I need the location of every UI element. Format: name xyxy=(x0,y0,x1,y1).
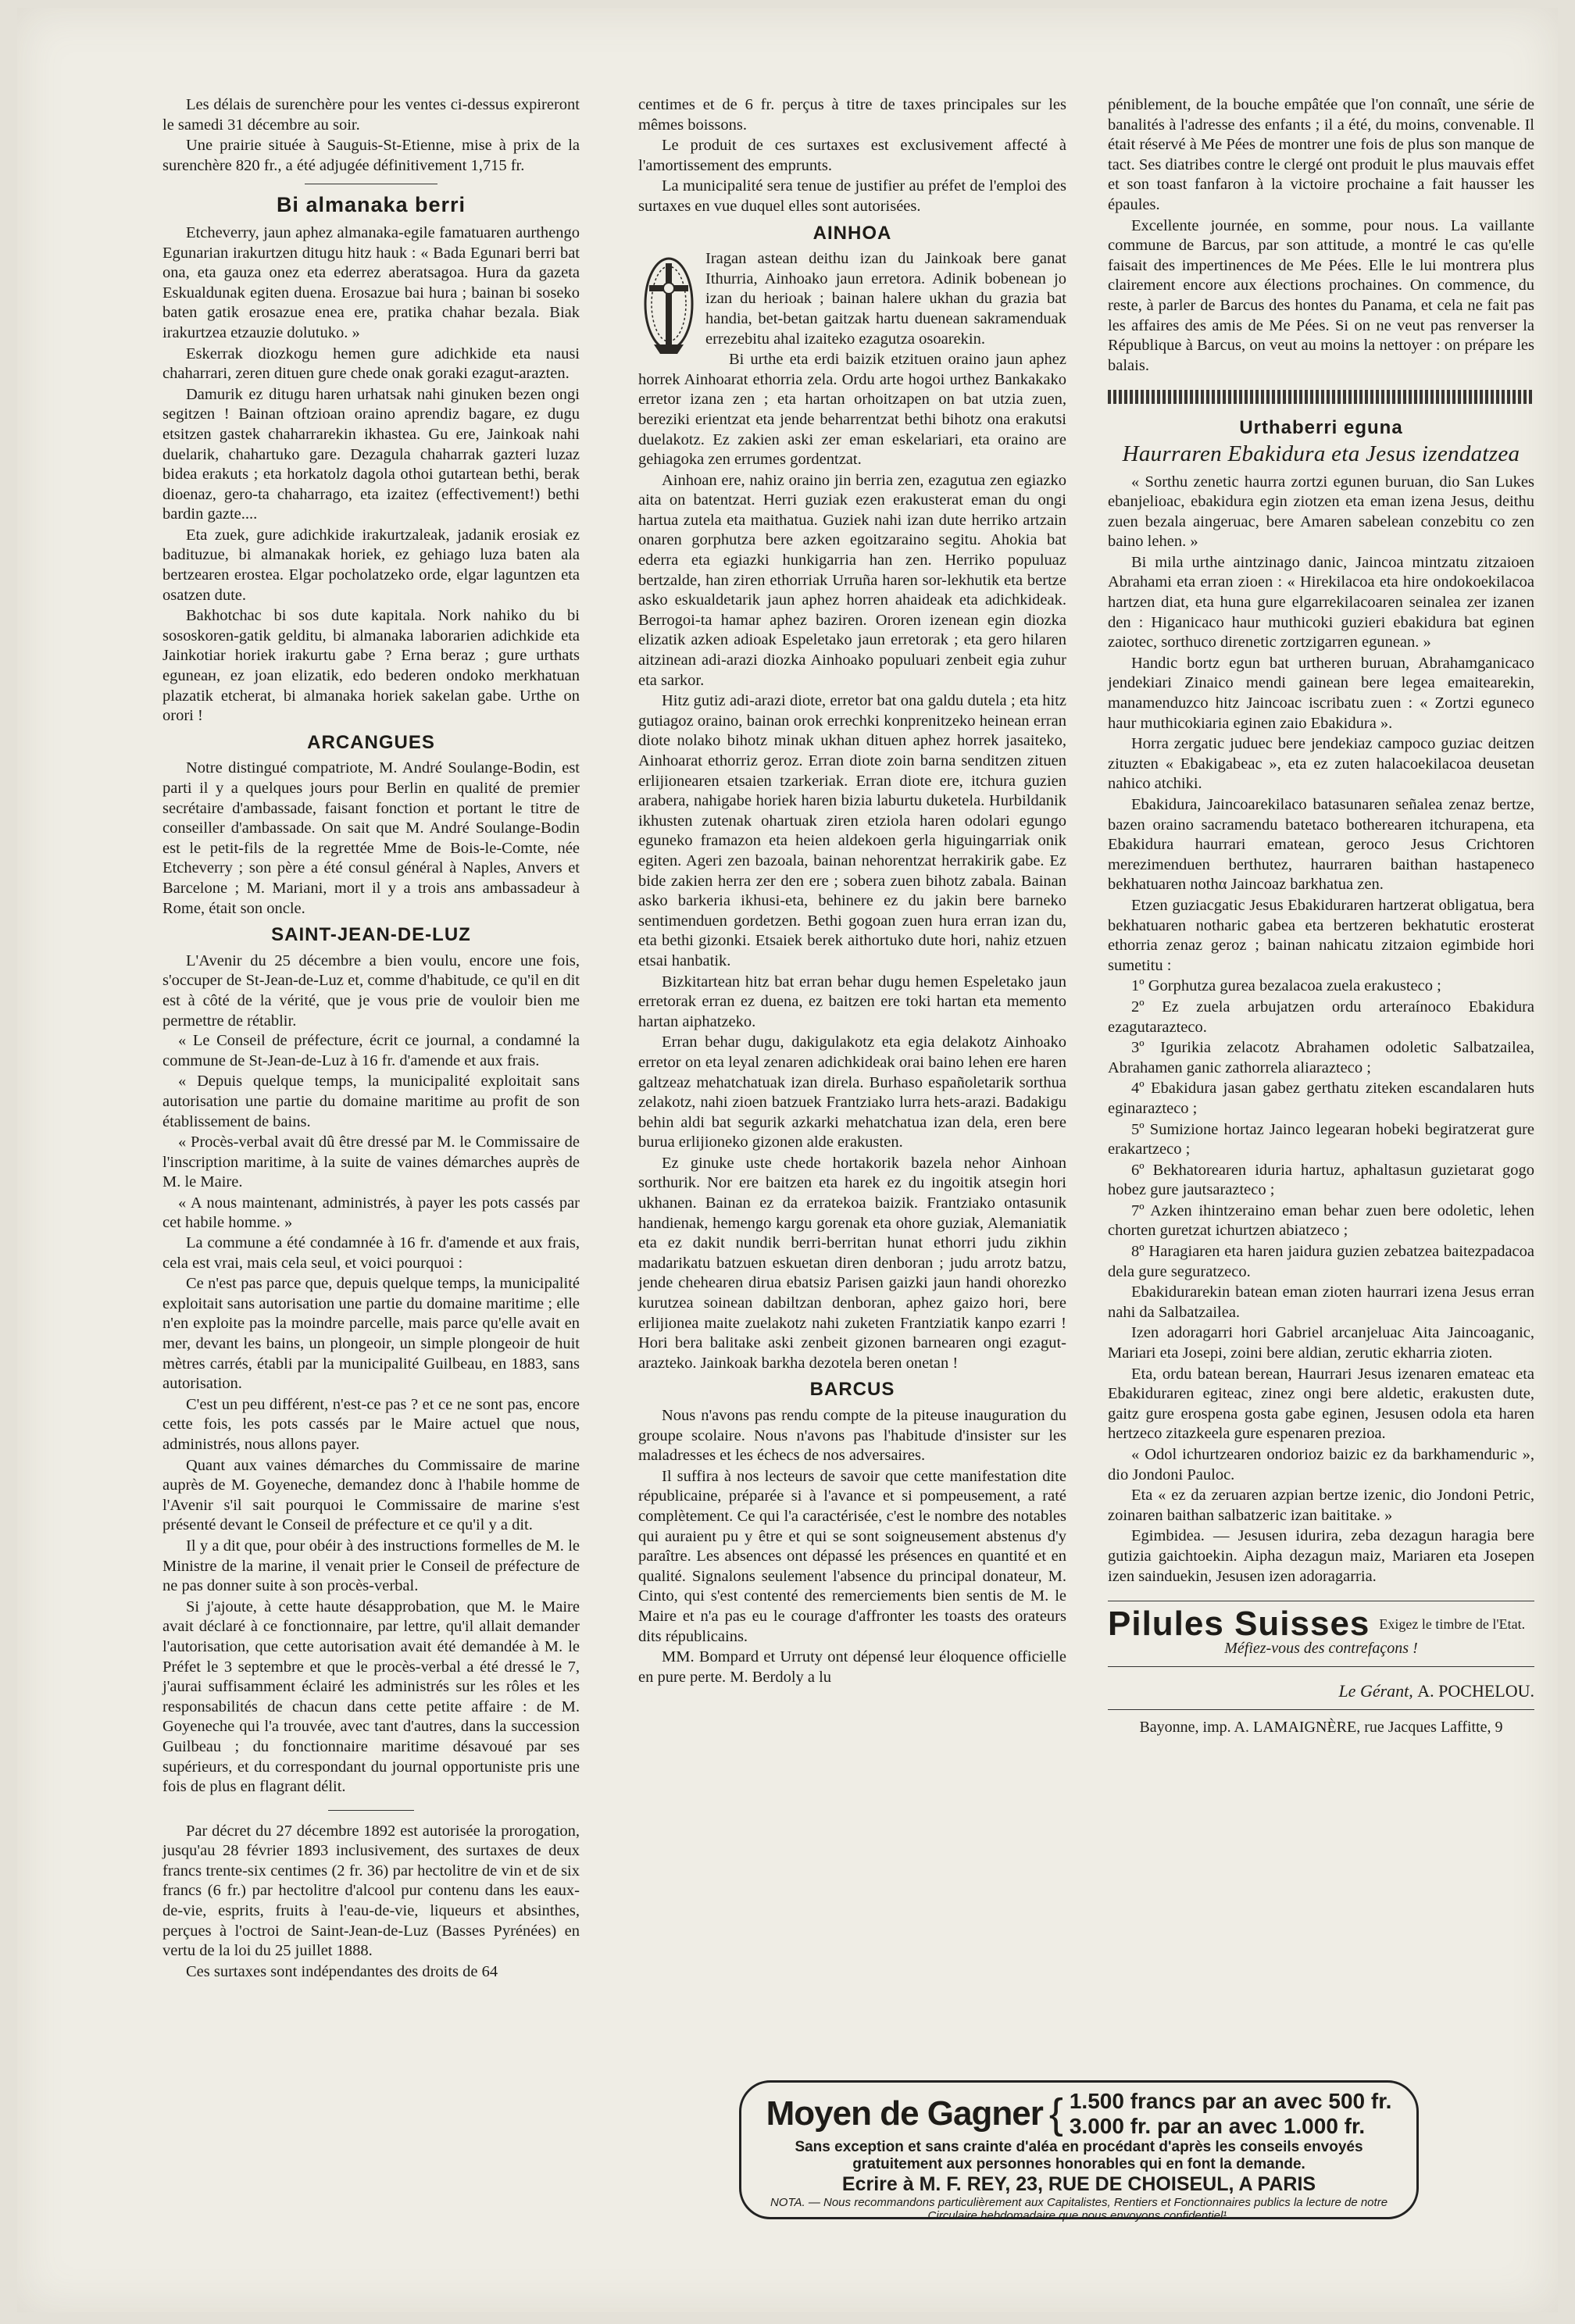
paragraph: Nous n'avons pas rendu compte de la piteuse inauguration du groupe scolaire. Nous n'avons pas l'habitude d'insister sur les maladresses et les échecs de nos adversaires. xyxy=(638,1407,1066,1465)
paragraph: Eta, ordu batean berean, Haurrari Jesus izenaren emateac eta Ebakiduraren egiteac, zinez ongi bere aldetic, erakusten dute, gaitz gure erospena gosta gabe eginen, Jesusen odola eta haren hertzeco zitazkeela gure espenaren prezioa. xyxy=(1108,1365,1534,1443)
pilules-warning: Méfiez-vous des contrefaçons ! xyxy=(1224,1639,1418,1657)
divider xyxy=(328,1810,414,1811)
paragraph: Par décret du 27 décembre 1892 est autorisée la prorogation, jusqu'au 28 février 1893 inclusivement, des surtaxes de deux francs trente-six centimes (2 fr. 36) par hectolitre de vin et de six francs (6 fr.) par hectolitre d'alcool pur contenu dans les eaux-de-vie, esprits, fruits à l'eau-de-vie, liqueurs et absinthes, perçues à l'octroi de Saint-Jean-de-Luz (Basses Pyrénées) en vertu de la loi du 25 juillet 1888. xyxy=(162,1822,580,1960)
ad-brace: { xyxy=(1048,2090,1063,2137)
ad-nota: NOTA. — Nous recommandons particulièrement aux Capitalistes, Rentiers et Fonctionnaires publics la lecture de notre Circulaire hebdomadaire que nous envoyons confidentiel¹. xyxy=(770,2196,1388,2222)
paragraph: La commune a été condamnée à 16 fr. d'amende et aux frais, cela est vrai, mais cela seul, et voici pourquoi : xyxy=(162,1234,580,1272)
section-subtitle: Haurraren Ebakidura eta Jesus izendatzea xyxy=(1122,441,1520,466)
section-title-saint-jean-de-luz: SAINT-JEAN-DE-LUZ xyxy=(271,924,471,946)
quote-line: « Depuis quelque temps, la municipalité exploitait sans autorisation une partie du domaine maritime au profit de son établissement de bains. xyxy=(162,1073,580,1130)
paragraph: Eta « ez da zeruaren azpian bertze izenic, dio Jondoni Petric, zoinaren baithan salbatzeric izan baititake. » xyxy=(1108,1487,1534,1524)
paragraph: Excellente journée, en somme, pour nous. La vaillante commune de Barcus, par son attitude, a montré le cas qu'elle faisait des impertinences de Me Pées. Elle le lui montrera plus clairement encore aux élections prochaines. On commence, du reste, à parler de Barcus des hontes du Panama, et cela ne fait pas les affaires des amis de Me Pées. Si on ne veut pas renverser la République à Barcus, on veut au moins la nettoyer : on prépare les balais. xyxy=(1108,216,1534,374)
section-title-barcus: BARCUS xyxy=(809,1379,895,1401)
ad-header xyxy=(765,2089,1393,2139)
ad-offer-line: 3.000 fr. par an avec 1.000 fr. xyxy=(1069,2114,1366,2138)
paragraph: Ce n'est pas parce que, depuis quelque temps, la municipalité exploitait sans autorisation une partie du domaine maritime ; elle n'en exploite pas la moindre parcelle, mais parce qu'elle avait en mer, devant les bains, un plongeoir, un simple plongeoir de huit mètres carrés, établi par la municipalité Guilbeau, en 1883, sans autorisation. xyxy=(162,1275,580,1393)
gerant-line xyxy=(1108,1681,1534,1701)
section-title-urthaberri: Urthaberri eguna xyxy=(1239,417,1403,439)
ad-offer-line: 1.500 francs par an avec 500 fr. xyxy=(1069,2089,1392,2113)
ad-address: Ecrire à M. F. REY, 23, RUE DE CHOISEUL, A PARIS xyxy=(841,2173,1316,2195)
paragraph: L'Avenir du 25 décembre a bien voulu, encore une fois, s'occuper de St-Jean-de-Luz et, comme d'habitude, ce qu'il en dit est à côté de la vérité, que je vous prie de vouloir bien me permettre de rétablir. xyxy=(162,951,580,1030)
paragraph: Eskerrak diozkogu hemen gure adichkide eta nausi chaharrari, zeren dituen gure chede onak goraki ezagut-arazten. xyxy=(162,344,580,383)
imprint-line: Bayonne, imp. A. LAMAIGNÈRE, rue Jacques Laffitte, 9 xyxy=(1108,1709,1534,1738)
list-item: 8º Haragiaren eta haren jaidura guzien zebatzea baitezpadacoa dela gure seguratzeco. xyxy=(1108,1243,1534,1280)
paragraph: La municipalité sera tenue de justifier au préfet de l'emploi des surtaxes en vue duquel elles sont autorisées. xyxy=(638,177,1066,215)
list-item: 3º Igurikia zelacotz Abrahamen odoletic Salbatzailea, Abrahamen ganic zathorrela aliarazteco ; xyxy=(1108,1039,1534,1076)
paragraph: Bizkitartean hitz bat erran behar dugu hemen Espeletako jaun erretorak erran ez duena, ez baitzen ere toki hartan eta memento hartan aiphatzeko. xyxy=(638,973,1066,1030)
ad-offers xyxy=(1070,2089,1392,2139)
paragraph: Handic bortz egun bat urtheren buruan, Abrahamganicaco jendekiari Zinaico mendi gainean bere legea emaitearekin, manamenduzco hitz Jaincoac iscribatu zuen : « Zortzi eguneco haur muthicokiaria eginen zaio Ebakidura ». xyxy=(1108,654,1534,732)
paragraph: péniblement, de la bouche empâtée que l'on connaît, une série de banalités à l'adresse des enfants ; il a été, du moins, convenable. Il était réservé à Me Pées de montrer une fois de plus son manque de tact. Ses diatribes contre le clergé ont produit le plus mauvais effet et son toast fanfaron à la victoire prochaine a fait hausser les épaules. xyxy=(1108,96,1534,213)
section-title-ainhoa: AINHOA xyxy=(812,222,892,244)
paragraph: centimes et de 6 fr. perçus à titre de taxes principales sur les mêmes boissons. xyxy=(638,96,1066,134)
paragraph: Iragan astean deithu izan du Jainkoak bere ganat Ithurria, Ainhoako jaun erretora. Adinik bobenean jo izan du herioak ; bainan halere ukhan du grazia bat handia, bet-betan gaitzak hartu duenean sakramenduak errezebitu ahal izaiteko ezagutza osoarekin. xyxy=(705,250,1066,348)
quote-line: « A nous maintenant, administrés, à payer les pots cassés par cet habile homme. » xyxy=(162,1194,580,1232)
paragraph: Bakhotchac bi sos dute kapitala. Nork nahiko du bi sososkoren-gatik gelditu, bi almanaka laborarien adichkide eta Jainkotiar horiek irakurtu gabe ? Erna beraz ; gure urthats eguneaн, ez joan elizatik, edo bederen ondoko merkhatuan plazatik etcherat, bi almanaka horiek sakelan gabe. Urthe on orori ! xyxy=(162,607,580,725)
gerant-label: Le Gérant, xyxy=(1338,1681,1413,1701)
paragraph: Etcheverry, jaun aphez almanaka-egile famatuaren aurthengo Egunarian irakurtzen ditugu hitz hauk : « Bada Egunari berri bat ona, eta gauza onez eta ederrez aberatsagoa. Hura da gazeta Eskualdunak egiten duena. Erosazue bai hura ; bainan bi soseko baten gatik erosazue enea ere, pratika chahar bezala. Biak irakurtzea etzauzie dolutuko. » xyxy=(162,223,580,341)
paragraph: Quant aux vaines démarches du Commissaire de marine auprès de M. Goyeneche, demandez donc à l'habile homme de l'Avenir s'il sait pourquoi le Commissaire de marine s'est présenté devant le Conseil de préfecture et ce qu'il y a dit. xyxy=(162,1456,580,1534)
paragraph: MM. Bompard et Urruty ont dépensé leur éloquence officielle en pure perte. M. Berdoly a lu xyxy=(638,1648,1066,1686)
paragraph: Eta zuek, gure adichkide irakurtzaleak, jadanik erosiak ez badituzue, bi almanakak horiek, ez gehiago luza baten ala bertzearen erostea. Elgar pocholatzeko orde, elgar laguntzen eta osatzen dute. xyxy=(162,526,580,604)
paragraph: Bi urthe eta erdi baizik etzituen oraino jaun aphez horrek Ainhoarat ethorria zela. Ordu arte hogoi urthez Bankakako erretor izana zen ; eta hartan orhoitzapen on bat utzia zuen, bereziki erientzat eta jende beharrentzat bethi bihotz ona erakutsi duelakotz. Ez zakien aski zer eman eskelariari, eta oraino are gehiagoka zen errumes gordentzat. xyxy=(638,351,1066,469)
paragraph: Le produit de ces surtaxes est exclusivement affecté à l'amortissement des emprunts. xyxy=(638,137,1066,174)
pilules-ad xyxy=(1108,1605,1534,1644)
paragraph: Si j'ajoute, à cette haute désapprobation, que M. le Maire avait déclaré à ce fonctionnaire, par lettre, qu'il allait demander l'autorisation, que cette autorisation avait été demandée à M. le Préfet le 3 septembre et que le procès-verbal a été dressé le 7, j'aurai suffisamment éclairé les administrés sur les rôles et les responsabilités de chacun dans cette petite affaire : de M. Goyeneche qui l'a trouvée, avec tant d'autres, dans la succession Guilbeau ; du fonctionnaire maritime désavoué par ses supérieurs, et du correspondant du journal opportuniste pris une fois de plus en flagrant délit. xyxy=(162,1598,580,1796)
column-2 xyxy=(638,95,1066,1687)
list-item: 6º Bekhatorearen iduria hartuz, aphaltasun guzietarat gogo hobez gure jautsarazteco ; xyxy=(1108,1161,1534,1199)
paragraph: Erran behar dugu, dakigulakotz eta egia delakotz Ainhoako erretor on eta leyal zenaren adichkideak orai baino lehen ere haren galtzeaz mehatchatuak izan direla. Burhaso españoletarik sorthua zelakotz, nahi zioen batzuek Frantziako lurra hets-arazi. Badakigu behin aldi bat segurik azkarki mehatchatua izan dela, eren bere burua erlijioneko gizonen alde erakusten. xyxy=(638,1033,1066,1151)
paragraph: Egimbidea. — Jesusen idurira, zeba dezagun haragia bere gutizia gaichtoekin. Aipha dezagun maiz, Mariaren eta Josepen izen sainduekin, Jesusen izen adoragarria. xyxy=(1108,1527,1534,1585)
paragraph: Bi mila urthe aintzinago danic, Jaincoa mintzatu zitzaioen Abrahami eta erran zioen : « Hirekilacoa eta hire ondokoekilacoa hartzen diat, eta huna gure elgarrekilacoaren seinalea zer izanen den : Higanicaco haur muthicoki guzieri ebakidura bat eginen zaiotec, sorthuco direnetic zortzigarren egunean. » xyxy=(1108,553,1534,652)
list-item: 5º Sumizione hortaz Jainco legearan hobeki begiratzerat gure erakartzeco ; xyxy=(1108,1120,1534,1158)
ad-title: Moyen de Gagner xyxy=(766,2094,1043,2133)
gerant-name: A. POCHELOU. xyxy=(1417,1681,1534,1701)
hatched-divider xyxy=(1108,390,1534,404)
quote-block xyxy=(162,1031,580,1233)
paragraph: Ebakidurarekin batean eman zioten haurrari izena Jesus erran nahi da Salbatzailea. xyxy=(1108,1283,1534,1321)
paragraph: Etzen guziacgatic Jesus Ebakiduraren hartzerat obligatua, bera bekhatuaren notharic gabea eta bertzeren bekhatutic erosterat ethorria zenaz geroz ; bainan nahicatu zitzaion egimbide hori sumetitu : xyxy=(1108,896,1534,974)
list-item: 7º Azken ihintzeraino eman behar zuen bere odoletic, lehen chorten guretzat ichurtzen abiatzeco ; xyxy=(1108,1201,1534,1240)
paragraph: Horra zergatic judueс bere jendekiaz campoco guziac deitzen zituzten « Ebakigabeac », eta ez zuten halacoekilacoa deusetan nahico atchiki. xyxy=(1108,735,1534,793)
pilules-name: Pilules Suisses xyxy=(1108,1605,1370,1644)
ad-body: Sans exception et sans crainte d'aléa en procédant d'après les conseils envoyés gratuitement aux personnes honorables qui en font la demande. xyxy=(795,2139,1363,2172)
paragraph: « Odol ichurtzearen ondorioz baizic ez da barkhamenduric », dio Jondoni Pauloc. xyxy=(1108,1446,1534,1483)
list-item: 4º Ebakidura jasan gabez gerthatu ziteken escandalaren huts eginarazteco ; xyxy=(1108,1080,1534,1117)
quote-line: « Le Conseil de préfecture, écrit ce journal, a condamné la commune de St-Jean-de-Luz à 16 fr. d'amende et aux frais. xyxy=(162,1032,580,1069)
divider xyxy=(1108,1666,1534,1667)
paragraph: Hitz gutiz adi-arazi diote, erretor bat ona galdu dutela ; eta hitz gutiagoz oraino, bainan orok errechki konprenitzeko heinean erran diote nolako bihotz minak ukhan dituen aphez horrek jasaiteko, Ainhoarat ethorriz geroz. Erran diote zoin barna senditzen zituen erlijionearen etsaien tzarkeriak. Erran diote ere, itchura guzien arabera, nahigabe horiek haren bizia laburtu duketela. Hurbildanik ikhusten zutenak ohartuak ziren etziola haren odolari egungo eguneko framazon eta heien aldekoen gerla higuingarriak onik egiten. Ageri zen bazoala, bainan nehorentzat herrakirik gabe. Ez bide zakien herra zer den ere ; sobera zuen bihotz zabala. Bainan asko barkeria ikhusi-eta, behinere ez du jakin bere barneko sentimenduen gordetzen. Bethi gogoan zuen hura erran izan du, eta bethi gizonki. Etsaiek berek aithortuko dute hori, nahiz etzuen etsai hanbatik. xyxy=(638,692,1066,969)
paragraph: Il y a dit que, pour obéir à des instructions formelles de M. le Ministre de la marine, il venait prier le Conseil de préfecture de ne pas donner suite à son procès-verbal. xyxy=(162,1537,580,1595)
paragraph: Ez ginuke uste chede hortakorik bazela nehor Ainhoan sorthurik. Nor ere baitzen eta harek ez du ingoitik atsegin hori ukhanen. Bainan ez da erratekoa baizik. Frantziako ontasunik handienak, hemengo kargu gorenak eta ohore guziak, Alemaniatik eta ez dakit nundik berri-berritan hunat ethorri judu zikhin madarikatu batzuen eskuetan diren denboran ; judu arrotz batzu, jende chehearen dirua ebatsiz Parisen gaizki jaun handi ohorezko kurutzea soinean dabiltzan denboran, aphez gaizo hori, bere erlijionea maite zuelakotz nahi zuketen Frantziatik kanpo ezarri ! Hori bera balitake aski zenbeit gizonen barnearen ongi ezagut-arazteko. Jainkoak barkha dezotela beren onetan ! xyxy=(638,1154,1066,1372)
paragraph: Il suffira à nos lecteurs de savoir que cette manifestation dite républicaine, préparée si à l'avance et si pompeusement, a raté complètement. Ce qui l'a caractérisée, c'est le nombre des notables qui auraient pu y être et qui se sont soigneusement abstenus d'y paraître. Les absences ont dépassé les présences en quantité et en qualité. Signalons seulement l'absence du principal donateur, M. Cinto, qui s'est contenté des remerciements bien sentis de M. le Maire et n'a pas eu le courage d'affronter les toasts des orateurs dits républicains. xyxy=(638,1467,1066,1645)
list-item: 2º Ez zuela arbujatzen ordu arteraínoco Ebakidura ezagutarazteco. xyxy=(1108,998,1534,1036)
column-3 xyxy=(1108,95,1534,1738)
memorial-cross-icon xyxy=(638,252,699,359)
section-title-almanaka: Bi almanaka berri xyxy=(276,193,466,217)
column-1 xyxy=(162,95,580,1982)
pilules-stamp-note: Exigez le timbre de l'Etat. xyxy=(1379,1615,1526,1632)
paragraph: Damurik ez ditugu haren urhatsak nahi ginuken bezen ongi segitzen ! Bainan oftzioan oraino aprendiz bagare, ez dugu etsitzen gastek chaharrarekin ikhastea. Gu ere, Jainkoak nahi duelarik, chahartuko gare. Dezagula chaharrak gazteri luzaz bidea erakuts ; eta horkatolz dagola othoi gutartean bethi, berak dioenaz, gero-ta chaharrago, eta izaitez (effectivement!) bethi bardin gazte.... xyxy=(162,385,580,523)
list-item: 1º Gorphutza gurea bezalacoa zuela erakusteco ; xyxy=(1131,977,1441,995)
newspaper-page xyxy=(17,8,1558,2312)
moyen-de-gagner-ad xyxy=(739,2080,1419,2222)
paragraph: Une prairie située à Sauguis-St-Etienne, mise à prix de la surenchère 820 fr., a été adjugée définitivement 1,715 fr. xyxy=(162,137,580,174)
paragraph: Ainhoan ere, nahiz oraino jin berria zen, ezagutua zen egiazko aita on batentzat. Herri guziak ezen erakusterat eman du ongi hartua zutela eta maithatua. Guziek nahi izan dute herriko artzain onaren gorphutza bere azken egoitzaraino segitu. Ahokia bat ederra eta egiazki hunkigarria han zen. Herriko populuaz bertzalde, han ziren ethorriak Urruña haren sor-lekhutik eta bertze asko eskualdetarik jaun aphez horren ahaideak eta adichkideak. Berrogoi-ta hamar aphez baziren. Ororen izenean egin diozka elizatik azken adioak Espeletako jaun erretorak ; eta gero hilaren aitzinean adi-arazi diozka Ainhoako populuari zenbeit egia zuhur eta sarkor. xyxy=(638,471,1066,689)
section-title-arcangues: ARCANGUES xyxy=(307,731,435,753)
paragraph: Ebakidura, Jaincoarekilaco batasunaren señalea zenaz bertze, bazen oraino sacramendu batetaco botherearen itchurapena, eta Ebakidura haurrari ematean, geroco Jesus Crichtoren merezimenduen berthutez, haurraren baithan hastapeneco bekhatuaren nothα Jaincoaz barkhatua zen. xyxy=(1108,796,1534,894)
paragraph: Izen adoragarri hori Gabriel arcanjeluac Aita Jaincoaganic, Mariari eta Josepi, zoini bere aldian, zerutic ekharria zioten. xyxy=(1108,1324,1534,1362)
paragraph: Les délais de surenchère pour les ventes ci-dessus expireront le samedi 31 décembre au soir. xyxy=(162,96,580,134)
paragraph: Ces surtaxes sont indépendantes des droits de 64 xyxy=(186,1962,498,1980)
paragraph: « Sorthu zenetic haurra zortzi egunen buruan, dio San Lukes ebanjelioac, ebakidura egin ziotzen eta eman izena Jesus, deithu zuen bezala aingeruac, bere Amaren sabelean conzebitu co zen baino lehen. » xyxy=(1108,473,1534,551)
quote-line: « Procès-verbal avait dû être dressé par M. le Commissaire de l'inscription maritime, à la suite de vaines démarches auprès de M. le Maire. xyxy=(162,1133,580,1191)
paragraph: C'est un peu différent, n'est-ce pas ? et ce ne sont pas, encore cette fois, les pots cassés par le Maire actuel que nous, administrés, nous allons payer. xyxy=(162,1395,580,1453)
paragraph: Notre distingué compatriote, M. André Soulange-Bodin, est parti il y a quelques jours pour Berlin en qualité de premier secrétaire d'ambassade, faisant fonction et portant le titre de conseiller d'ambassade. On sait que M. André Soulange-Bodin est le petit-fils de la regrettée Mme de Bois-le-Comte, née Etcheverry ; son père a été consul général à Naples, Anvers et Barcelone ; M. Mariani, mort il y a trois ans ambassadeur à Rome, était son oncle. xyxy=(162,759,580,917)
